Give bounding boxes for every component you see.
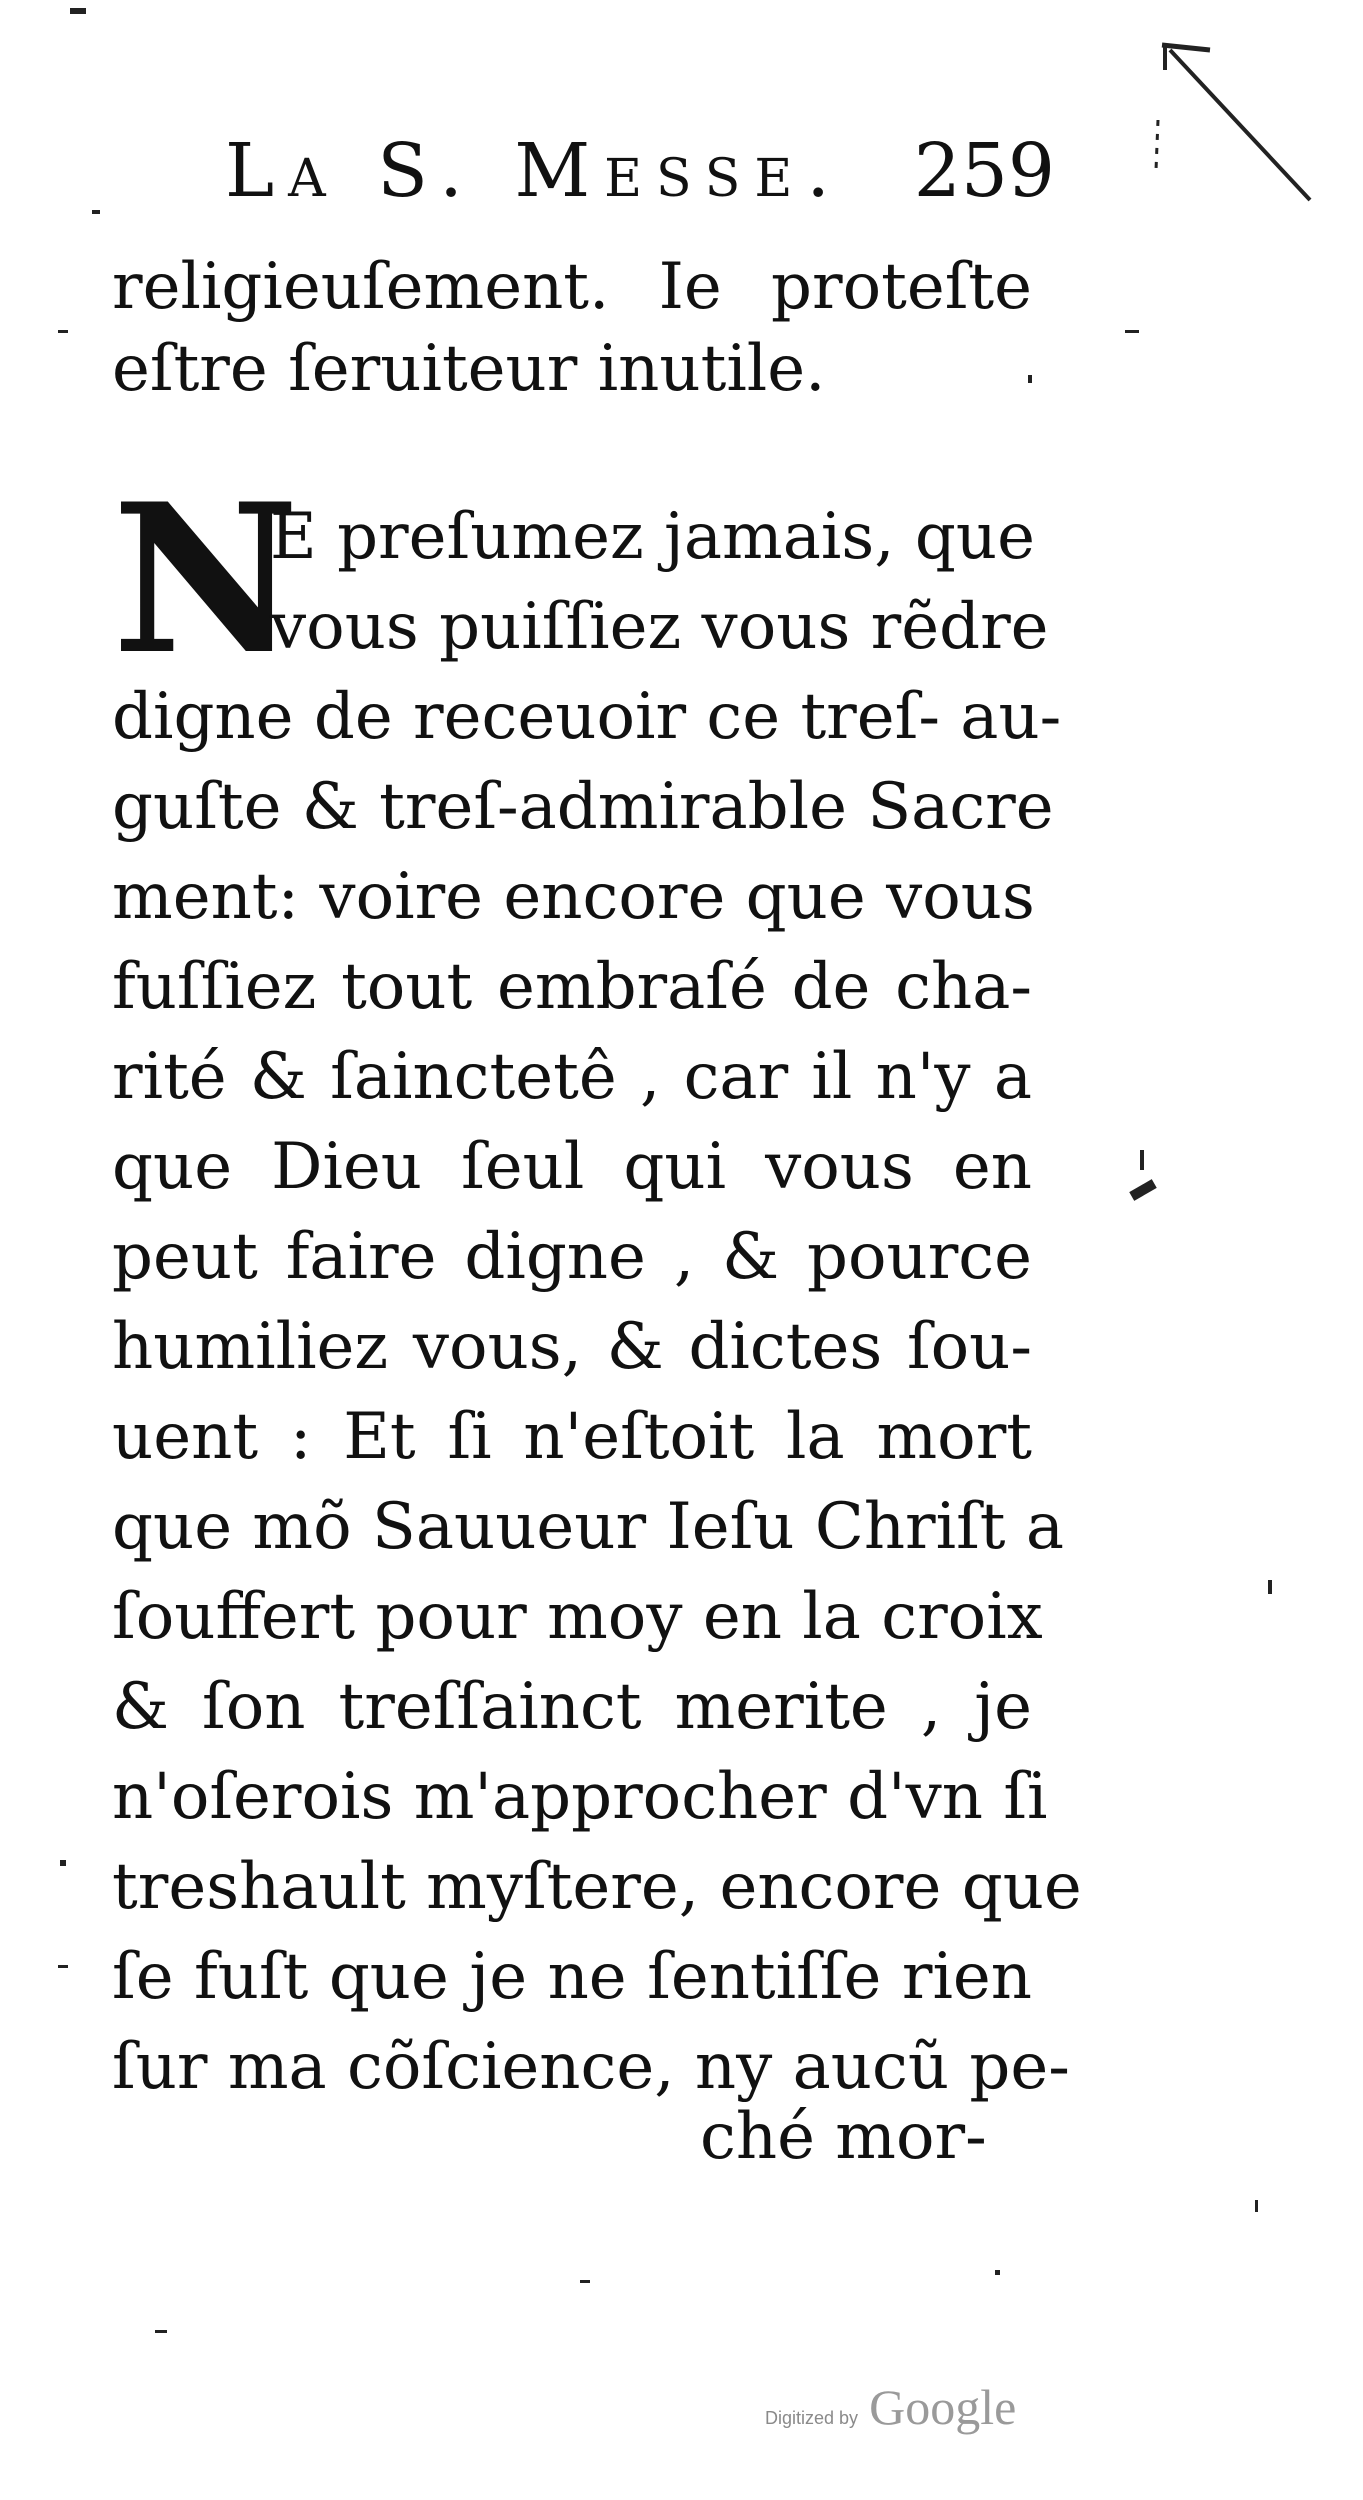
text-line: ment: voire encore que vous xyxy=(112,860,1035,934)
text-line: fuſſiez tout embraſé de cha- xyxy=(112,950,1032,1024)
text-line: ſur ma cõſcience, ny aucũ pe- xyxy=(112,2030,1070,2104)
catchword: ché mor- xyxy=(700,2100,987,2174)
page-header xyxy=(225,118,1055,228)
text-line: vous puiſſiez vous rẽdre xyxy=(270,590,1049,664)
text-line: n'oſerois m'approcher d'vn ſi xyxy=(112,1760,1048,1834)
drop-cap: N xyxy=(112,460,300,700)
scan-speck xyxy=(92,210,100,214)
text-line: rité & ſainctetê , car il n'y a xyxy=(112,1040,1032,1114)
text-line: guſte & treſ-admirable Sacre xyxy=(112,770,1054,844)
scan-speck xyxy=(1125,330,1139,333)
scan-speck xyxy=(58,330,68,333)
google-logo: Google xyxy=(869,2379,1017,2435)
scan-speck xyxy=(58,1965,68,1968)
text-line: peut faire digne , & pource xyxy=(112,1220,1032,1294)
text-line: ſe fuſt que je ne ſentiſſe rien xyxy=(112,1940,1032,2014)
corner-mark xyxy=(1150,40,1320,220)
scan-speck xyxy=(580,2280,590,2283)
running-head: La S. Messe. xyxy=(225,128,844,214)
text-line: eſtre ſeruiteur inutile. xyxy=(112,332,826,406)
scan-speck xyxy=(60,1860,66,1866)
text-line: & ſon treſſainct merite , je xyxy=(112,1670,1032,1744)
carryover-text xyxy=(112,250,1032,415)
text-line: que Dieu ſeul qui vous en xyxy=(112,1130,1032,1204)
text-line: uent : Et ſi n'eſtoit la mort xyxy=(112,1400,1032,1474)
page-number: 259 xyxy=(913,128,1055,214)
main-paragraph xyxy=(112,500,1082,2105)
scan-speck xyxy=(1255,2200,1258,2212)
text-line: treshault myſtere, encore que xyxy=(112,1850,1082,1924)
text-line: E preſumez jamais, que xyxy=(270,500,1035,574)
scan-speck xyxy=(1268,1580,1272,1594)
scan-speck xyxy=(155,2330,167,2333)
digitized-watermark xyxy=(765,2378,1016,2436)
scan-speck xyxy=(1129,1179,1157,1201)
scan-speck xyxy=(1140,1150,1144,1170)
text-line: humiliez vous, & dictes ſou- xyxy=(112,1310,1032,1384)
text-line: que mõ Sauueur Ieſu Chriſt a xyxy=(112,1490,1064,1564)
watermark-prefix: Digitized by xyxy=(765,2408,859,2428)
scan-speck xyxy=(70,8,86,14)
text-line: digne de receuoir ce treſ- au- xyxy=(112,680,1062,754)
text-line: religieuſement. Ie proteſte xyxy=(112,250,1032,324)
scan-speck xyxy=(995,2270,1000,2275)
text-line: ſouffert pour moy en la croix xyxy=(112,1580,1043,1654)
